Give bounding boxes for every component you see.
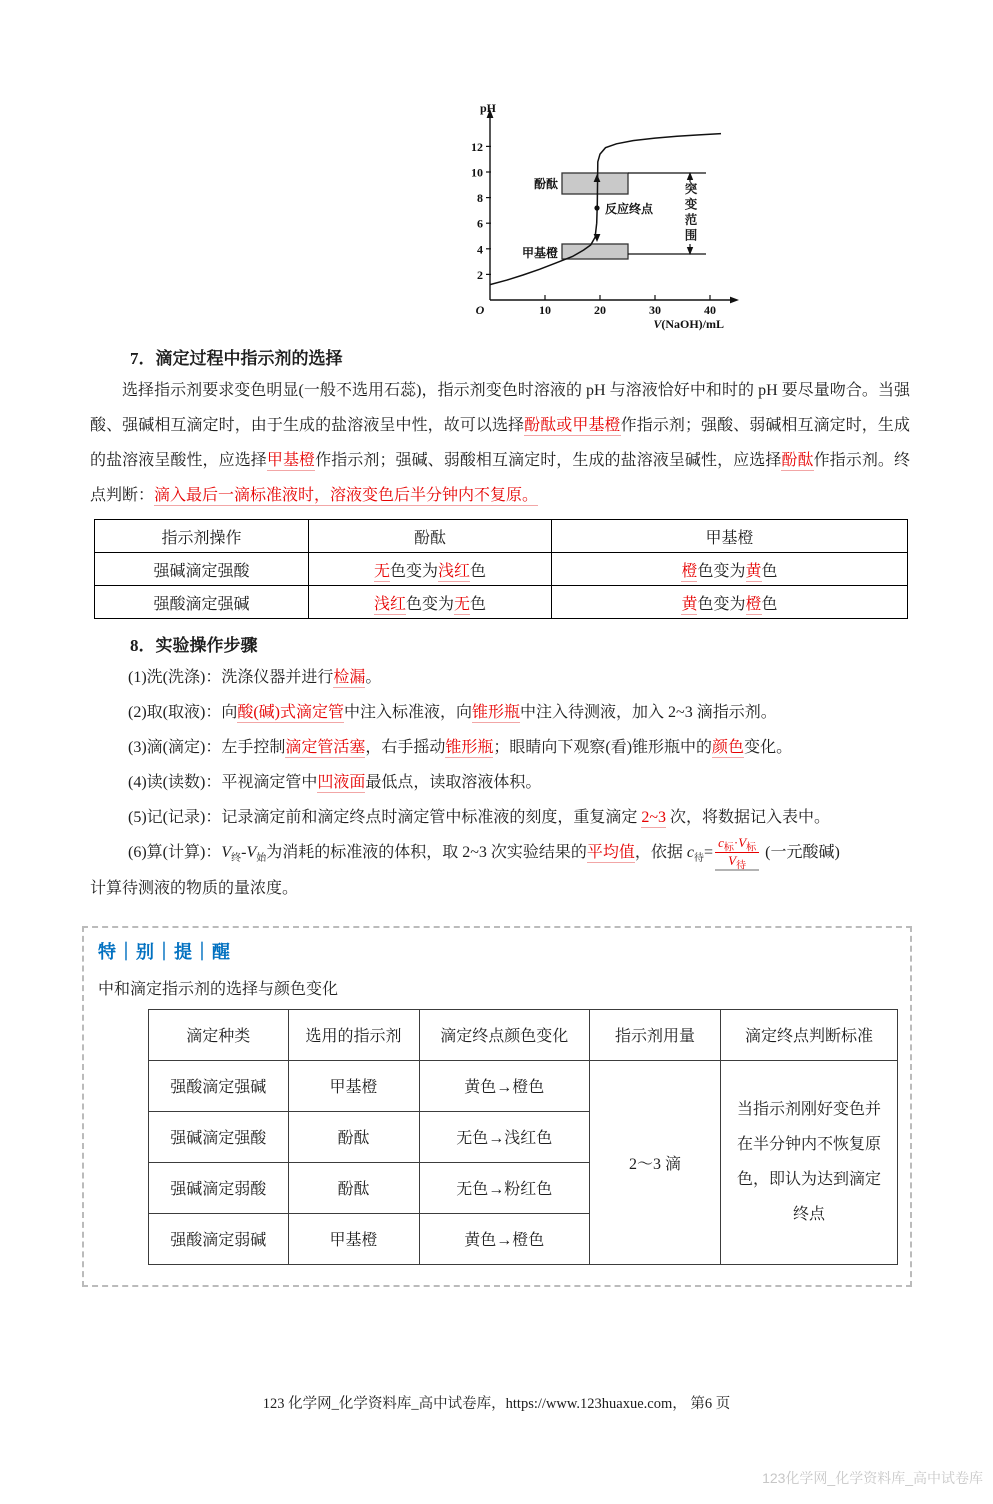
dot-operator: ·: [733, 834, 739, 850]
special-reminder-subtitle: 中和滴定指示剂的选择与颜色变化: [98, 980, 339, 998]
text-run: 作指示剂；强酸、弱碱相互滴定时，生成的盐溶液呈酸性，应选择: [90, 417, 910, 469]
highlight-red-text: 浅红: [373, 595, 406, 613]
table2-cell: 甲基橙: [288, 1213, 419, 1264]
svg-text:4: 4: [477, 242, 483, 257]
section7-heading: 7．滴定过程中指示剂的选择: [130, 349, 343, 368]
concentration-formula-fraction: [715, 836, 759, 871]
text-run: (5)记(记录)：记录滴定前和滴定终点时滴定管中标准液的刻度，重复滴定: [128, 809, 642, 826]
text-run: (1)洗(洗涤)：洗涤仪器并进行: [128, 669, 334, 686]
text-run: 中注入待测液，加入 2~3 滴指示剂。: [520, 704, 777, 721]
methyl-orange-label: 甲基橙: [521, 246, 558, 260]
num-v-subscript: 标: [746, 842, 757, 854]
origin-label: O: [475, 303, 485, 317]
minus-sign: -: [241, 844, 247, 861]
operation-cell: 强碱滴定强酸: [95, 553, 309, 586]
step-item-3: [128, 730, 910, 765]
highlight-red-text: 凹液面: [317, 774, 366, 791]
x-axis-label: V(NaOH)/mL: [653, 317, 724, 331]
methyl_orange-color-cell: [552, 586, 908, 619]
highlight-red-text: 橙: [745, 595, 762, 613]
table1-header: 甲基橙: [552, 520, 908, 553]
text-run: ；眼睛向下观察(看)锥形瓶中的: [493, 739, 713, 756]
table2-cell: 强碱滴定弱酸: [149, 1162, 289, 1213]
svg-text:10: 10: [539, 303, 551, 317]
num-c-subscript: 标: [723, 842, 734, 854]
text-run: 色变为: [697, 562, 746, 580]
text-run: 色变为: [697, 595, 746, 613]
table2-cell: 酚酞: [288, 1111, 419, 1162]
highlight-red-text: 检漏: [333, 669, 366, 686]
table-row: [149, 1060, 898, 1111]
indicator-color-table-head: [95, 520, 908, 553]
step-item-2: [128, 695, 910, 730]
highlight-red-text: 滴入最后一滴标准液时，溶液变色后半分钟内不复原。: [154, 487, 539, 504]
text-run: 。: [365, 669, 382, 686]
step-list: [90, 660, 910, 835]
c-subscript: 待: [694, 853, 705, 865]
step6-mid1: 为消耗的标准液的体积，取 2~3 次实验结果的: [266, 844, 587, 861]
text-run: 色: [761, 595, 778, 613]
text-run: 最低点，读取溶液体积。: [365, 774, 542, 791]
step6-mid2: ，依据: [634, 844, 687, 861]
x-tick-group: [539, 295, 716, 317]
text-run: 色: [761, 562, 778, 580]
special-reminder-box: [82, 926, 912, 1287]
step6-continuation: 计算待测液的物质的量浓度。: [90, 879, 299, 897]
equals-sign: =: [704, 844, 714, 861]
svg-text:6: 6: [477, 216, 483, 231]
section8-heading: 8．实验操作步骤: [130, 636, 258, 655]
table2-cell: 黄色→橙色: [419, 1060, 589, 1111]
text-run: 色: [470, 562, 487, 580]
step6-suffix: (一元酸碱): [761, 844, 840, 861]
titration-curve-svg: [458, 100, 758, 332]
text-run: 色: [470, 595, 487, 613]
judge-cell: 当指示剂刚好变色并在半分钟内不恢复原色，即认为达到滴定终点: [721, 1060, 898, 1264]
text-run: (2)取(取液)：向: [128, 704, 238, 721]
table2-cell: 黄色→橙色: [419, 1213, 589, 1264]
table2-cell: 强酸滴定弱碱: [149, 1213, 289, 1264]
y-tick-group: [471, 140, 491, 282]
text-run: 色变为: [405, 595, 454, 613]
den-v-subscript: 待: [736, 860, 747, 872]
table1-header: 酚酞: [309, 520, 552, 553]
den-v: V: [728, 852, 737, 868]
fraction-numerator: [715, 836, 759, 853]
text-run: ，右手摇动: [365, 739, 446, 756]
v-start-symbol: V: [246, 844, 257, 861]
step-item-1: [128, 660, 910, 695]
v-end-symbol: V: [221, 844, 232, 861]
fraction-denominator: [715, 853, 759, 871]
highlight-red-text: 酚酞或甲基橙: [524, 417, 621, 434]
phenolphthalein-color-cell: [309, 586, 552, 619]
highlight-red-text: 酚酞: [781, 452, 814, 469]
step-item-6: [128, 835, 910, 871]
phenolphthalein-range-box: [562, 173, 628, 194]
phenolphthalein-color-cell: [309, 553, 552, 586]
table2-header: 滴定终点颜色变化: [419, 1009, 589, 1060]
highlight-red-text: 无: [373, 562, 390, 580]
svg-text:20: 20: [594, 303, 606, 317]
svg-text:12: 12: [471, 139, 483, 154]
x-axis-arrow-icon: [730, 297, 739, 304]
step-item-4: [128, 765, 910, 800]
page-footer: 123 化学网_化学资料库_高中试卷库，https://www.123huaxue.com， 第6 页: [262, 1396, 731, 1412]
endpoint-dot: [594, 205, 599, 210]
table2-cell: 甲基橙: [288, 1060, 419, 1111]
indicator-selection-table: [148, 1009, 898, 1265]
v-end-subscript: 终: [231, 853, 242, 865]
num-v: V: [738, 834, 747, 850]
methyl_orange-color-cell: [552, 553, 908, 586]
highlight-red-text: 颜色: [712, 739, 745, 756]
step-item-5: [128, 800, 910, 835]
text-run: 色变为: [389, 562, 438, 580]
y-axis-label: pH: [479, 101, 497, 115]
page-content: [0, 100, 993, 1287]
text-run: 次，将数据记入表中。: [665, 809, 830, 826]
indicator-color-table-body: [95, 553, 908, 619]
highlight-red-text: 浅红: [438, 562, 471, 580]
highlight-red-text: 锥形瓶: [472, 704, 521, 721]
table2-cell: 无色→浅红色: [419, 1111, 589, 1162]
table2-header: 滴定终点判断标准: [721, 1009, 898, 1060]
highlight-red-text: 甲基橙: [266, 452, 316, 469]
table-row: [95, 553, 908, 586]
step6-prefix: (6)算(计算)：: [128, 844, 222, 861]
text-run: (3)滴(滴定)：左手控制: [128, 739, 286, 756]
titration-curve-figure: [458, 100, 758, 332]
svg-text:10: 10: [471, 165, 483, 180]
highlight-red-text: 橙: [681, 562, 698, 580]
table2-cell: 强碱滴定强酸: [149, 1111, 289, 1162]
svg-text:8: 8: [477, 191, 483, 206]
step6-average: 平均值: [586, 844, 635, 861]
text-run: 作指示剂；强碱、弱酸相互滴定时，生成的盐溶液呈碱性，应选择: [315, 452, 782, 469]
phenolphthalein-label: 酚酞: [533, 177, 558, 191]
highlight-red-text: 2~3: [641, 809, 666, 826]
table2-cell: 强酸滴定强碱: [149, 1060, 289, 1111]
highlight-red-text: 酸(碱)式滴定管: [237, 704, 344, 721]
table2-header: 选用的指示剂: [288, 1009, 419, 1060]
text-run: (4)读(读数)：平视滴定管中: [128, 774, 318, 791]
text-run: 选择指示剂要求变色明显(一般不选用石蕊)，指示剂变色时溶液的 pH 与溶液恰好中和时的 pH 要尽量吻合。当强酸、强碱相互滴定时，由于生成的盐溶液呈中性，故可以选择: [90, 382, 910, 434]
v-start-subscript: 始: [256, 853, 267, 865]
indicator-selection-table-head: [149, 1009, 898, 1060]
site-watermark: 123化学网_化学资料库_高中试卷库: [762, 1470, 983, 1486]
table2-cell: 无色→粉红色: [419, 1162, 589, 1213]
text-run: 作指示剂。终点判断：: [90, 452, 910, 504]
table2-header: 指示剂用量: [590, 1009, 721, 1060]
text-run: 中注入标准液，向: [344, 704, 473, 721]
table-row: [95, 586, 908, 619]
dosage-cell: 2～3 滴: [590, 1060, 721, 1264]
jump-range-label: 突变范围: [683, 182, 697, 244]
table2-cell: 酚酞: [288, 1162, 419, 1213]
num-c: c: [718, 834, 724, 850]
c-symbol: c: [686, 844, 695, 861]
highlight-red-text: 滴定管活塞: [285, 739, 366, 756]
highlight-red-text: 黄: [681, 595, 698, 613]
highlight-red-text: 锥形瓶: [445, 739, 494, 756]
operation-cell: 强酸滴定强碱: [95, 586, 309, 619]
section7-paragraph: [90, 373, 910, 513]
endpoint-label: 反应终点: [605, 202, 654, 216]
highlight-red-text: 无: [454, 595, 471, 613]
table2-header: 滴定种类: [149, 1009, 289, 1060]
text-run: 变化。: [744, 739, 793, 756]
indicator-selection-table-body: [149, 1060, 898, 1264]
svg-text:30: 30: [649, 303, 661, 317]
special-reminder-badge: 特｜别｜提｜醒: [98, 941, 231, 962]
indicator-color-table: [94, 519, 908, 619]
svg-text:2: 2: [477, 267, 483, 282]
highlight-red-text: 黄: [745, 562, 762, 580]
svg-text:40: 40: [704, 303, 716, 317]
table1-header: 指示剂操作: [95, 520, 309, 553]
